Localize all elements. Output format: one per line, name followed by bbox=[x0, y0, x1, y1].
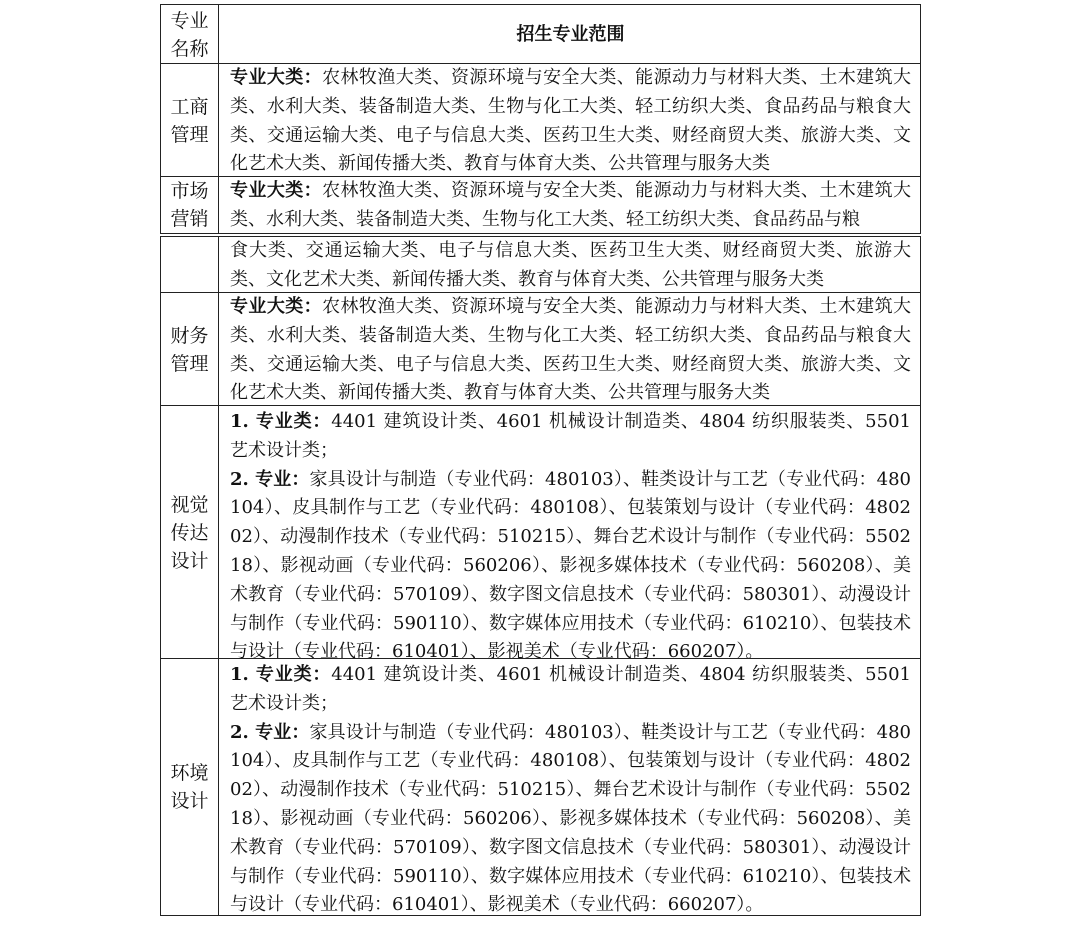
row-name-cell bbox=[161, 64, 219, 178]
category-label: 专业大类： bbox=[230, 180, 323, 201]
major-class-text: 4401 建筑设计类、4601 机械设计制造类、4804 纺织服装类、5501 艺术设计类； bbox=[230, 664, 911, 714]
row-scope-cell bbox=[219, 177, 920, 233]
table-row-marketing-part1 bbox=[160, 176, 921, 234]
row-name-label: 财务 管理 bbox=[170, 325, 209, 375]
row-scope-cell bbox=[219, 406, 920, 663]
table-part-1 bbox=[160, 4, 921, 65]
row-name-cell-empty bbox=[161, 237, 219, 294]
row-name-cell bbox=[161, 177, 219, 233]
major-label: 2. 专业： bbox=[230, 468, 310, 490]
major-label: 2. 专业： bbox=[230, 721, 310, 743]
major-class-label: 1. 专业类： bbox=[230, 411, 332, 432]
row-name-label: 环境 设计 bbox=[170, 762, 209, 812]
row-name-label: 视觉 传达 设计 bbox=[170, 494, 209, 572]
header-name-cell bbox=[161, 5, 219, 65]
category-text: 农林牧渔大类、资源环境与安全大类、能源动力与材料大类、土木建筑大类、水利大类、装备制造大类、生物与化工大类、轻工纺织大类、食品药品与粮食大类、交通运输大类、电子与信息大类、医药卫生大类、财经商贸大类、旅游大类、文化艺术大类、新闻传播大类、教育与体育大类、公共管理与服务大类 bbox=[230, 67, 912, 175]
row-name-cell bbox=[161, 659, 219, 915]
major-item bbox=[230, 466, 911, 668]
major-class-label: 1. 专业类： bbox=[230, 664, 332, 685]
row-name-label: 市场 营销 bbox=[170, 180, 209, 230]
category-text-continued: 食大类、交通运输大类、电子与信息大类、医药卫生大类、财经商贸大类、旅游大类、文化艺术大类、新闻传播大类、教育与体育大类、公共管理与服务大类 bbox=[230, 240, 911, 290]
major-class-item bbox=[230, 661, 911, 719]
header-scope-label: 招生专业范围 bbox=[516, 23, 625, 45]
category-label: 专业大类： bbox=[230, 67, 323, 88]
row-scope-cell bbox=[219, 237, 920, 294]
row-name-cell bbox=[161, 406, 219, 660]
row-scope-cell bbox=[219, 64, 920, 178]
row-scope-cell bbox=[219, 659, 920, 915]
row-scope-cell bbox=[219, 293, 920, 407]
header-name-label: 专业 名称 bbox=[170, 10, 209, 60]
row-name-label: 工商 管理 bbox=[170, 96, 209, 146]
header-scope-cell bbox=[219, 5, 920, 65]
category-text: 农林牧渔大类、资源环境与安全大类、能源动力与材料大类、土木建筑大类、水利大类、装备制造大类、生物与化工大类、轻工纺织大类、食品药品与粮食大类、交通运输大类、电子与信息大类、医药卫生大类、财经商贸大类、旅游大类、文化艺术大类、新闻传播大类、教育与体育大类、公共管理与服务大类 bbox=[230, 296, 912, 404]
table-row-marketing-part2 bbox=[160, 236, 921, 294]
major-class-text: 4401 建筑设计类、4601 机械设计制造类、4804 纺织服装类、5501 艺术设计类； bbox=[230, 411, 911, 461]
table-row-business-admin bbox=[160, 63, 921, 178]
major-class-item bbox=[230, 408, 911, 466]
table-row-visual-communication bbox=[160, 405, 921, 663]
row-name-cell bbox=[161, 293, 219, 407]
category-text: 农林牧渔大类、资源环境与安全大类、能源动力与材料大类、土木建筑大类、水利大类、装备制造大类、生物与化工大类、轻工纺织大类、食品药品与粮 bbox=[230, 180, 912, 230]
table-row-finance bbox=[160, 292, 921, 407]
major-text: 家具设计与制造（专业代码：480103）、鞋类设计与工艺（专业代码：480104）、皮具制作与工艺（专业代码：480108）、包装策划与设计（专业代码：480202）、动漫制作技术（专业代码：510215）、舞台艺术设计与制作（专业代码：550218）、影视动画（专业代码：560206）、影视多媒体技术（专业代码：560208）、美术教育（专业代码：570109）、数字图文信息技术（专业代码：580301）、动漫设计与制作（专业代码：590110）、数字媒体应用技术（专业代码：610210）、包装技术与设计（专业代码：610401）、影视美术（专业代码：660207）。 bbox=[230, 468, 911, 663]
table-row-environment-design bbox=[160, 658, 921, 916]
category-label: 专业大类： bbox=[230, 296, 323, 317]
major-text: 家具设计与制造（专业代码：480103）、鞋类设计与工艺（专业代码：480104）、皮具制作与工艺（专业代码：480108）、包装策划与设计（专业代码：480202）、动漫制作技术（专业代码：510215）、舞台艺术设计与制作（专业代码：550218）、影视动画（专业代码：560206）、影视多媒体技术（专业代码：560208）、美术教育（专业代码：570109）、数字图文信息技术（专业代码：580301）、动漫设计与制作（专业代码：590110）、数字媒体应用技术（专业代码：610210）、包装技术与设计（专业代码：610401）、影视美术（专业代码：660207）。 bbox=[230, 721, 911, 916]
major-item bbox=[230, 719, 911, 921]
